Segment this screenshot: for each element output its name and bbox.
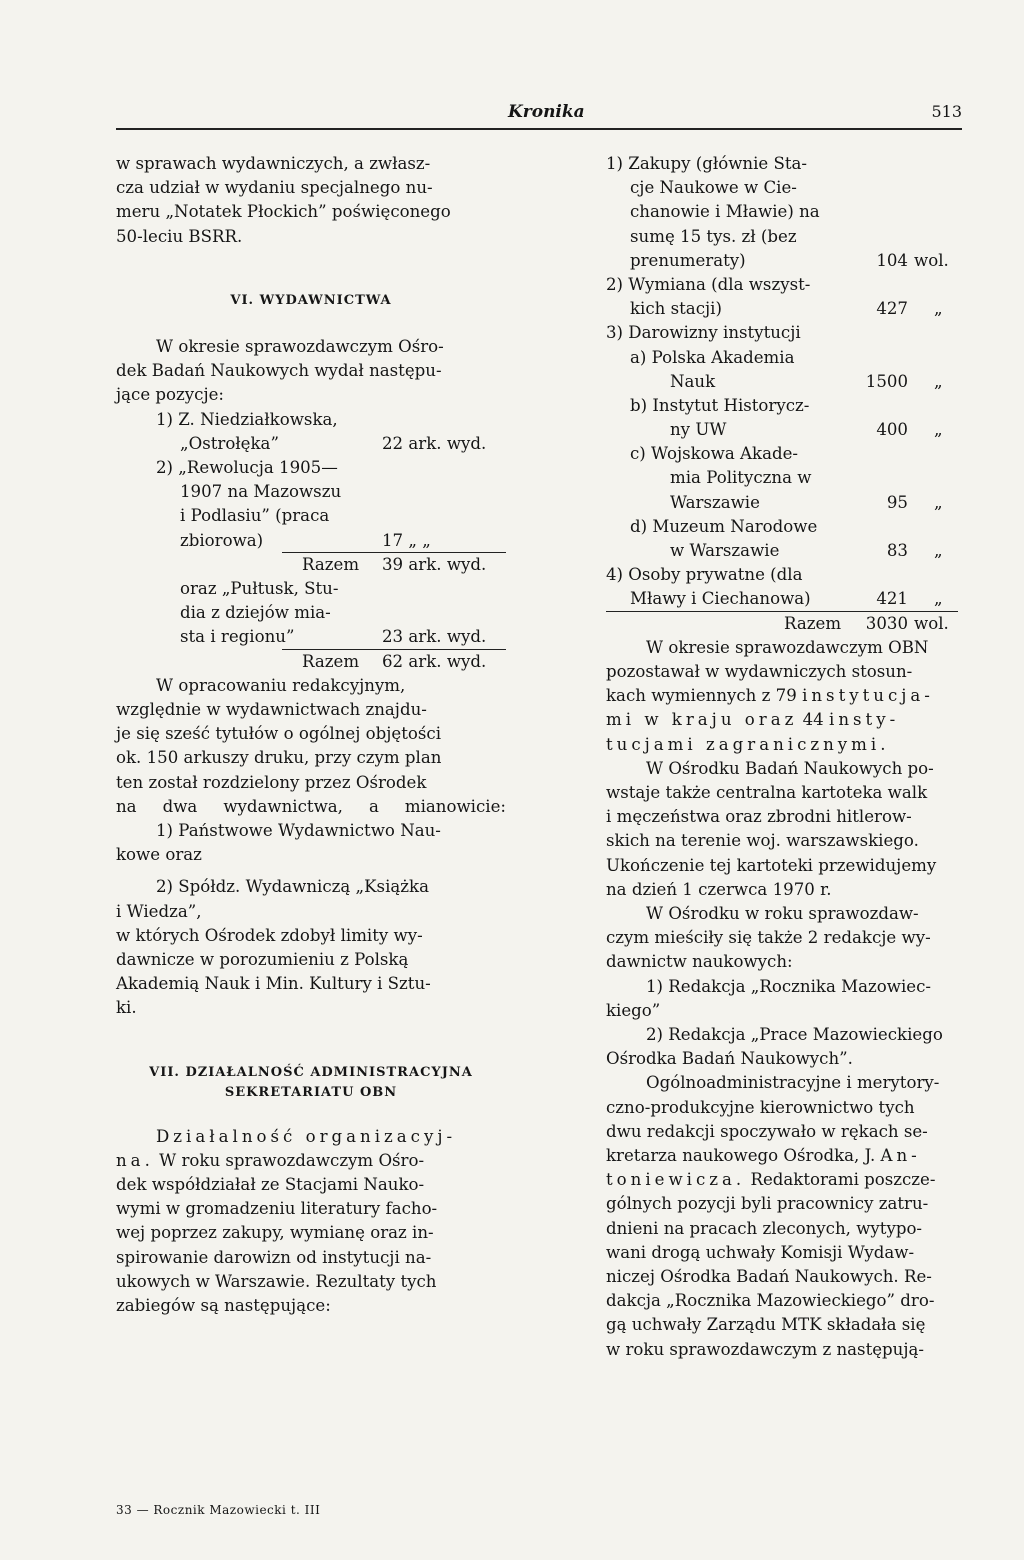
sum-row: Razem 62 ark. wyd.: [302, 651, 487, 671]
list-item: 2) Wymiana (dla wszyst-: [606, 274, 811, 294]
editorial-offices-paragraph: W Ośrodku w roku sprawozdaw- czym mieściły się także 2 redakcje wy- dawnictw naukowych:: [606, 903, 931, 972]
list-item: Nauk 1500 „: [670, 371, 943, 391]
list-item: mia Polityczna w: [670, 468, 812, 488]
left-column: [116, 152, 506, 1318]
right-column: [606, 152, 960, 1362]
publisher-1: 1) Państwowe Wydawnictwo Nau- kowe oraz: [116, 820, 441, 865]
list-item: sta i regionu” 23 ark. wyd.: [180, 627, 487, 647]
activity-paragraph: Działalność organizacyj- na. W roku sprawozdawczym Ośro- dek współdziałał ze Stacjami Nauko- wymi w gromadzeniu literatury facho- wej poprzez zakupy, wymianę oraz in- spirowanie darowizn od instytucji na- ukowych w Warszawie. Rezultaty tych zabiegów są następujące:: [116, 1126, 457, 1315]
acquisitions-list: [606, 152, 960, 636]
list-item: a) Polska Akademia: [630, 347, 795, 367]
intro-paragraph: w sprawach wydawniczych, a zwłasz- cza udział w wydaniu specjalnego nu- meru „Notatek Płockich” poświęconego 50-leciu BSRR.: [116, 154, 451, 246]
list-item: i Podlasiu” (praca: [180, 506, 330, 526]
list-item: 4) Osoby prywatne (dla: [606, 565, 803, 585]
list-item: 3) Darowizny instytucji: [606, 323, 801, 343]
list-item: zbiorowa) 17 „ „: [180, 530, 431, 550]
list-item: oraz „Pułtusk, Stu-: [180, 578, 339, 598]
sum-row: Razem 3030 wol.: [784, 613, 949, 633]
card-index-paragraph: W Ośrodku Badań Naukowych po- wstaje także centralna kartoteka walk i męczeństwa oraz zbrodni hitlerow- skich na terenie woj. warszawskiego. Ukończenie tej kartoteki przewidujemy na dzień 1 czerwca 1970 r.: [606, 758, 937, 899]
list-item: 1) Z. Niedziałkowska,: [156, 409, 338, 429]
office-2: 2) Redakcja „Prace Mazowieckiego Ośrodka Badań Naukowych”.: [606, 1025, 943, 1069]
section-heading-vii: VII. DZIAŁALNOŚĆ ADMINISTRACYJNA SEKRETARIATU OBN: [149, 1064, 473, 1100]
header-rule: [116, 128, 962, 130]
page-footer: 33 — Rocznik Mazowiecki t. III: [116, 1503, 321, 1517]
publications-list: [116, 408, 506, 674]
list-item: b) Instytut Historycz-: [630, 395, 810, 415]
limits-paragraph: w których Ośrodek zdobył limity wy- dawnicze w porozumieniu z Polską Akademią Nauk i Min. Kultury i Sztu- ki.: [116, 925, 431, 1018]
running-head: [116, 98, 962, 128]
list-item: c) Wojskowa Akade-: [630, 444, 799, 464]
list-item: Warszawie 95 „: [670, 492, 943, 512]
section-heading-vi: VI. WYDAWNICTWA: [230, 292, 392, 308]
list-item: „Ostrołęka” 22 ark. wyd.: [180, 433, 487, 453]
list-item: dia z dziejów mia-: [180, 603, 331, 623]
editorial-paragraph: W opracowaniu redakcyjnym, względnie w wydawnictwach znajdu- je się sześć tytułów o ogólnej objętości ok. 150 arkuszy druku, przy czym plan ten został rozdzielony przez Ośrodek na dwa wydawnictwa, a mianowicie:: [116, 675, 506, 816]
running-title: Kronika: [508, 102, 585, 122]
publications-intro: W okresie sprawozdawczym Ośro- dek Badań Naukowych wydał następu- jące pozycje:: [116, 337, 444, 405]
exchange-paragraph: W okresie sprawozdawczym OBN pozostawał w wydawniczych stosun- kach wymiennych z 79 instytucja- mi w kraju oraz 44 insty- tucjami zagranicznymi.: [606, 637, 934, 754]
sum-row: Razem 39 ark. wyd.: [302, 554, 487, 574]
list-item: sumę 15 tys. zł (bez: [630, 226, 797, 246]
list-item: kich stacji) 427 „: [630, 299, 943, 319]
list-item: Mławy i Ciechanowa) 421 „: [630, 589, 943, 609]
management-paragraph: Ogólnoadministracyjne i merytory- czno-produkcyjne kierownictwo tych dwu redakcji spoczywało w rękach se- kretarza naukowego Ośrodka, J. An- toniewicza. Redaktorami poszcze- gólnych pozycji byli pracownicy zatru- dnieni na pracach zleconych, wytypo- wani drogą uchwały Komisji Wydaw- niczej Ośrodka Badań Naukowych. Re- dakcja „Rocznika Mazowieckiego” dro- gą uchwały Zarządu MTK składała się w roku sprawozdawczym z następują-: [606, 1073, 940, 1359]
page-number: 513: [931, 102, 962, 121]
publisher-2: 2) Spółdz. Wydawniczą „Książka i Wiedza”,: [116, 877, 429, 921]
list-item: 1907 na Mazowszu: [180, 482, 342, 502]
office-1: 1) Redakcja „Rocznika Mazowiec- kiego”: [606, 976, 931, 1020]
list-item: chanowie i Mławie) na: [630, 202, 820, 222]
list-item: d) Muzeum Narodowe: [630, 516, 818, 536]
list-item: 1) Zakupy (głównie Sta-: [606, 154, 808, 173]
list-item: ny UW 400 „: [670, 420, 943, 440]
list-item: prenumeraty) 104 wol.: [630, 250, 949, 270]
list-item: w Warszawie 83 „: [670, 541, 943, 560]
list-item: cje Naukowe w Cie-: [630, 178, 797, 198]
list-item: 2) „Rewolucja 1905—: [156, 458, 338, 477]
